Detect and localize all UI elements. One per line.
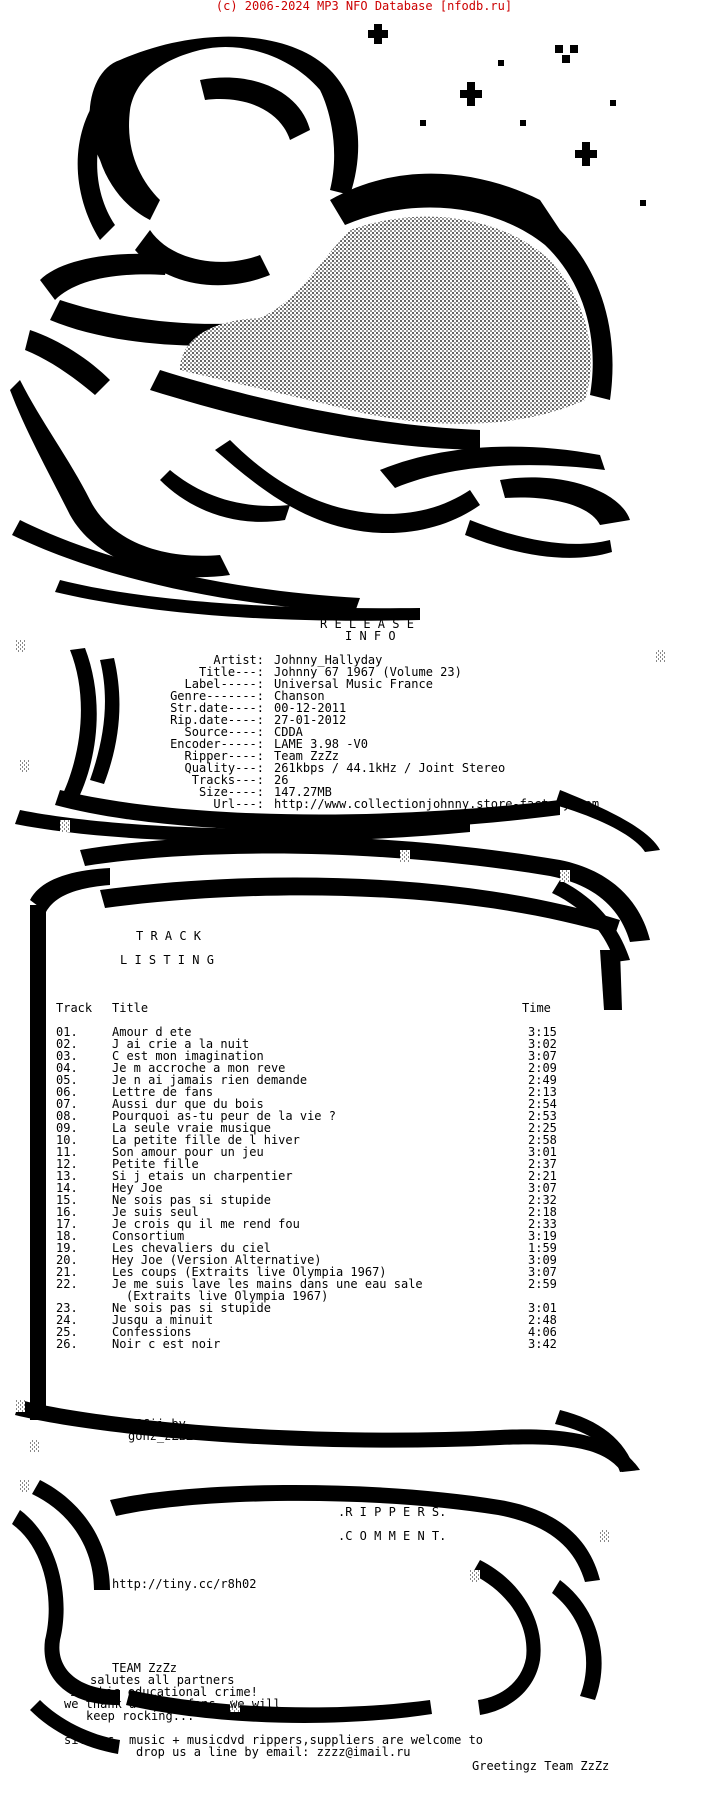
track-title: Confessions bbox=[112, 1325, 192, 1339]
track-number: 09. bbox=[56, 1121, 78, 1135]
track-title: Si j etais un charpentier bbox=[112, 1169, 293, 1183]
release-value: Johnny 67 1967 (Volume 23) bbox=[274, 665, 462, 679]
track-title: Amour d ete bbox=[112, 1025, 192, 1039]
release-label: Ripper----: bbox=[184, 749, 264, 763]
rippers-heading-1: .R I P P E R S. bbox=[338, 1505, 447, 1519]
track-time: 3:07 bbox=[528, 1181, 557, 1195]
track-time: 2:54 bbox=[528, 1097, 557, 1111]
track-number: 03. bbox=[56, 1049, 78, 1063]
col-header-time: Time bbox=[522, 1001, 551, 1015]
track-number: 20. bbox=[56, 1253, 78, 1267]
track-number: 21. bbox=[56, 1265, 78, 1279]
ascii-credit-line-1: ASCii by bbox=[128, 1417, 186, 1431]
team-line: TEAM ZzZz bbox=[112, 1661, 178, 1675]
track-time: 3:07 bbox=[528, 1265, 557, 1279]
release-value: CDDA bbox=[274, 725, 303, 739]
track-number: 02. bbox=[56, 1037, 78, 1051]
track-number: 24. bbox=[56, 1313, 78, 1327]
release-value: 261kbps / 44.1kHz / Joint Stereo bbox=[274, 761, 506, 775]
ascii-credit-line-2: gonz_zZzZ bbox=[128, 1429, 194, 1443]
col-header-track: Track bbox=[56, 1001, 93, 1015]
release-value: Johnny_Hallyday bbox=[274, 653, 383, 667]
release-label: Encoder-----: bbox=[170, 737, 264, 751]
track-title: Ne sois pas si stupide bbox=[112, 1193, 271, 1207]
release-label: Url---: bbox=[213, 797, 264, 811]
track-time: 2:53 bbox=[528, 1109, 557, 1123]
tracklist-heading-1: T R A C K bbox=[136, 929, 202, 943]
release-value: 26 bbox=[274, 773, 289, 787]
track-number: 26. bbox=[56, 1337, 78, 1351]
track-time: 3:01 bbox=[528, 1301, 557, 1315]
track-time: 2:21 bbox=[528, 1169, 557, 1183]
track-number: 06. bbox=[56, 1085, 78, 1099]
track-number: 10. bbox=[56, 1133, 78, 1147]
track-time: 3:07 bbox=[528, 1049, 557, 1063]
track-time: 2:37 bbox=[528, 1157, 557, 1171]
release-value: 00-12-2011 bbox=[274, 701, 347, 715]
track-title: La petite fille de l hiver bbox=[112, 1133, 300, 1147]
team-line: keep rocking... bbox=[86, 1709, 195, 1723]
track-time: 4:06 bbox=[528, 1325, 557, 1339]
release-heading-2: I N F O bbox=[345, 629, 396, 643]
track-number: 08. bbox=[56, 1109, 78, 1123]
copyright-notice: (c) 2006-2024 MP3 NFO Database [nfodb.ru] bbox=[215, 0, 513, 13]
track-time: 3:09 bbox=[528, 1253, 557, 1267]
col-header-title: Title bbox=[112, 1001, 149, 1015]
track-title: Je m accroche a mon reve bbox=[112, 1061, 286, 1075]
release-value: 147.27MB bbox=[274, 785, 332, 799]
track-title: Consortium bbox=[112, 1229, 185, 1243]
track-time: 2:32 bbox=[528, 1193, 557, 1207]
track-time: 2:49 bbox=[528, 1073, 557, 1087]
track-title: La seule vraie musique bbox=[112, 1121, 271, 1135]
track-number: 07. bbox=[56, 1097, 78, 1111]
release-heading-1: R E L E A S E bbox=[320, 617, 414, 631]
release-label: Rip.date----: bbox=[170, 713, 264, 727]
release-value: Chanson bbox=[274, 689, 325, 703]
release-label: Str.date----: bbox=[170, 701, 264, 715]
portrait-art bbox=[10, 24, 646, 621]
team-line: salutes all partners bbox=[90, 1673, 235, 1687]
track-time: 3:02 bbox=[528, 1037, 557, 1051]
release-label: Tracks---: bbox=[191, 773, 264, 787]
track-title: Son amour pour un jeu bbox=[112, 1145, 264, 1159]
track-number: 17. bbox=[56, 1217, 78, 1231]
track-number: 12. bbox=[56, 1157, 78, 1171]
track-number: 14. bbox=[56, 1181, 78, 1195]
track-title: Hey Joe bbox=[112, 1181, 163, 1195]
track-title: Lettre de fans bbox=[112, 1085, 214, 1099]
track-time: 2:58 bbox=[528, 1133, 557, 1147]
tracklist-heading-2: L I S T I N G bbox=[120, 953, 214, 967]
track-time: 3:01 bbox=[528, 1145, 557, 1159]
track-title: Ne sois pas si stupide bbox=[112, 1301, 271, 1315]
release-value: Universal Music France bbox=[274, 677, 433, 691]
track-number: 13. bbox=[56, 1169, 78, 1183]
track-title: Les coups (Extraits live Olympia 1967) bbox=[112, 1265, 387, 1279]
track-number: 22. bbox=[56, 1277, 78, 1291]
footer-line-email: drop us a line by email: zzzz@imail.ru bbox=[136, 1745, 411, 1759]
track-time: 3:42 bbox=[528, 1337, 557, 1351]
release-label: Source----: bbox=[184, 725, 264, 739]
track-title: Je crois qu il me rend fou bbox=[112, 1217, 300, 1231]
track-title: Je suis seul bbox=[112, 1205, 199, 1219]
track-title: J ai crie a la nuit bbox=[112, 1037, 250, 1051]
track-number: 23. bbox=[56, 1301, 78, 1315]
track-time: 2:13 bbox=[528, 1085, 557, 1099]
track-title: C est mon imagination bbox=[112, 1049, 264, 1063]
track-time: 2:25 bbox=[528, 1121, 557, 1135]
track-number: 11. bbox=[56, 1145, 78, 1159]
track-number: 18. bbox=[56, 1229, 78, 1243]
track-time: 2:09 bbox=[528, 1061, 557, 1075]
track-title: Je n ai jamais rien demande bbox=[112, 1073, 308, 1087]
release-label: Title---: bbox=[198, 665, 264, 679]
release-value: LAME 3.98 -V0 bbox=[274, 737, 368, 751]
team-line: we thank all the fans, we will bbox=[64, 1697, 281, 1711]
track-number: 16. bbox=[56, 1205, 78, 1219]
track-time: 2:18 bbox=[528, 1205, 557, 1219]
track-time: 2:48 bbox=[528, 1313, 557, 1327]
track-number: 05. bbox=[56, 1073, 78, 1087]
track-number: 01. bbox=[56, 1025, 78, 1039]
release-label: Genre-------: bbox=[170, 689, 264, 703]
release-value[interactable]: http://www.collectionjohnny.store-factory.com bbox=[274, 797, 600, 811]
track-time: 3:19 bbox=[528, 1229, 557, 1243]
greetings: Greetingz Team ZzZz bbox=[472, 1759, 610, 1773]
track-number: 25. bbox=[56, 1325, 78, 1339]
release-label: Quality---: bbox=[184, 761, 264, 775]
team-line: in this educational crime! bbox=[70, 1685, 258, 1699]
track-time: 3:15 bbox=[528, 1025, 557, 1039]
rippers-heading-2: .C O M M E N T. bbox=[338, 1529, 447, 1543]
release-label: Artist: bbox=[213, 653, 264, 667]
track-title: Hey Joe (Version Alternative) bbox=[112, 1253, 322, 1267]
track-title: Les chevaliers du ciel bbox=[112, 1241, 271, 1255]
track-number: 19. bbox=[56, 1241, 78, 1255]
release-value: Team ZzZz bbox=[274, 749, 340, 763]
track-time: 2:33 bbox=[528, 1217, 557, 1231]
track-title: Pourquoi as-tu peur de la vie ? bbox=[112, 1109, 336, 1123]
track-title: Petite fille bbox=[112, 1157, 199, 1171]
track-title: Noir c est noir bbox=[112, 1337, 221, 1351]
track-title: Aussi dur que du bois bbox=[112, 1097, 264, 1111]
track-title: Je me suis lave les mains dans une eau sale bbox=[112, 1277, 423, 1291]
release-value: 27-01-2012 bbox=[274, 713, 347, 727]
track-number: 04. bbox=[56, 1061, 78, 1075]
release-label: Size----: bbox=[198, 785, 264, 799]
release-label: Label-----: bbox=[184, 677, 264, 691]
track-title-continued: (Extraits live Olympia 1967) bbox=[126, 1289, 329, 1303]
track-time: 1:59 bbox=[528, 1241, 557, 1255]
track-time: 2:59 bbox=[528, 1277, 557, 1291]
track-title: Jusqu a minuit bbox=[112, 1313, 214, 1327]
footer-line: siteops, music + musicdvd rippers,suppliers are welcome to bbox=[64, 1733, 484, 1747]
track-number: 15. bbox=[56, 1193, 78, 1207]
rippers-url-link[interactable]: http://tiny.cc/r8h02 bbox=[112, 1577, 257, 1591]
